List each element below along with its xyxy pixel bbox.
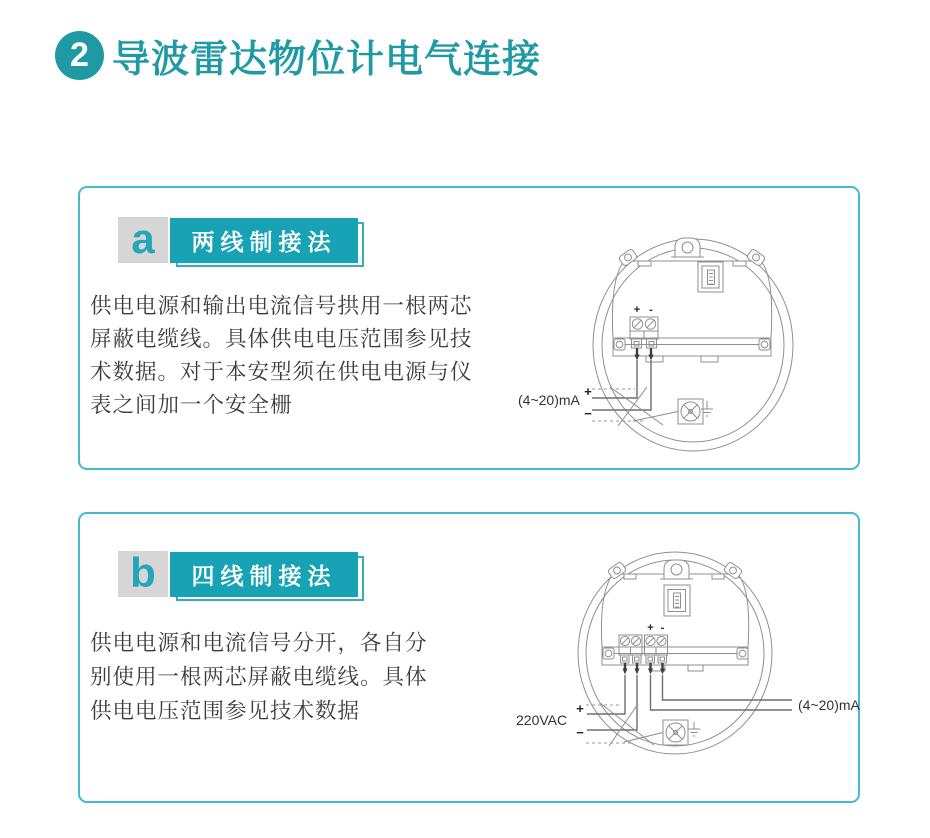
display-connector-icon	[698, 262, 723, 292]
description-two-wire	[90, 290, 473, 422]
terminal-minus-mark: -	[660, 622, 665, 634]
section-title: 导波雷达物位计电气连接	[112, 38, 542, 81]
power-plus-mark: +	[576, 701, 584, 716]
terminal-plus-mark: +	[633, 304, 641, 316]
method-label-two-wire: 两线制接法	[170, 218, 358, 263]
wiring-diagram-two-wire	[500, 190, 860, 468]
description-line: 术数据。对于本安型须在供电电源与仪	[90, 360, 473, 384]
section-number-badge: 2	[55, 31, 104, 80]
mount-clip-icon	[618, 248, 637, 266]
cable-gland-icon	[660, 560, 693, 579]
earth-symbol-icon	[688, 722, 700, 736]
display-connector-icon	[664, 585, 690, 616]
header-section	[55, 30, 541, 80]
card-four-wire	[78, 512, 860, 803]
description-line: 供电电压范围参见技术数据	[90, 699, 361, 723]
power-supply-label: 220VAC	[516, 712, 568, 728]
signal-minus-mark: −	[584, 406, 592, 421]
wiring-diagram-four-wire	[492, 517, 922, 802]
description-line: 屏蔽电缆线。具体供电电压范围参见技	[90, 327, 473, 351]
letter-chip-a: a	[118, 217, 168, 263]
power-minus-mark: −	[576, 725, 584, 740]
current-signal-label: (4~20)mA	[518, 392, 580, 408]
signal-wires	[651, 675, 793, 710]
method-label-four-wire: 四线制接法	[170, 552, 358, 597]
terminal-minus-mark: -	[649, 304, 653, 316]
terminal-plus-mark: +	[647, 622, 654, 634]
signal-plus-mark: +	[584, 384, 592, 399]
description-four-wire	[90, 626, 428, 728]
terminal-block-power	[619, 635, 642, 675]
description-line: 供电电源和输出电流信号拱用一根两芯	[90, 294, 473, 318]
card-two-wire	[78, 186, 860, 470]
ground-screw-icon	[678, 399, 703, 424]
current-signal-label: (4~20)mA	[798, 697, 860, 713]
description-line: 表之间加一个安全栅	[90, 393, 293, 417]
description-line: 供电电源和电流信号分开，各自分	[90, 631, 428, 655]
letter-chip-b: b	[118, 551, 168, 597]
ground-screw-icon	[663, 720, 688, 745]
description-line: 别使用一根两芯屏蔽电缆线。具体	[90, 665, 428, 689]
terminal-block	[630, 304, 658, 361]
